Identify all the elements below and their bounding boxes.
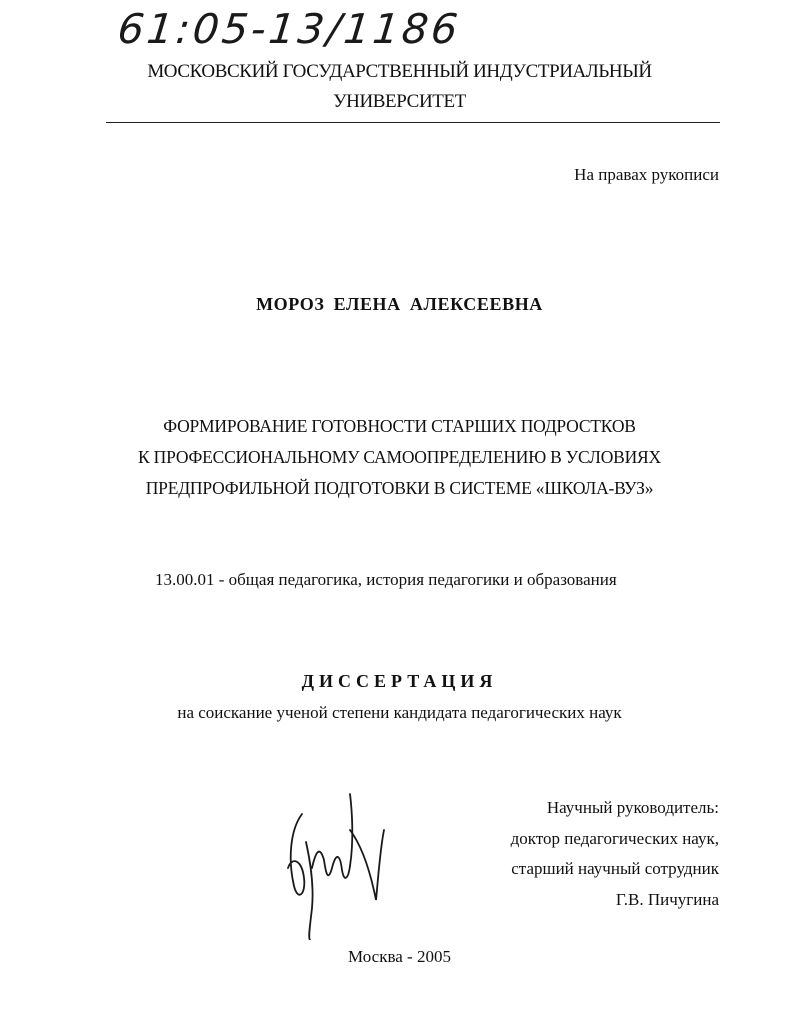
header-divider xyxy=(106,122,720,123)
city-year: Москва - 2005 xyxy=(348,947,451,966)
university-name-line2: УНИВЕРСИТЕТ xyxy=(333,91,466,112)
supervisor-line: старший научный сотрудник xyxy=(511,859,719,878)
title-line: ФОРМИРОВАНИЕ ГОТОВНОСТИ СТАРШИХ ПОДРОСТКОВ xyxy=(163,416,636,436)
manuscript-rights-note: На правах рукописи xyxy=(574,165,719,184)
dissertation-label: ДИССЕРТАЦИЯ xyxy=(301,671,498,691)
archive-number-handwritten: 61:05-13/1186 xyxy=(115,5,463,53)
author-name: МОРОЗ ЕЛЕНА АЛЕКСЕЕВНА xyxy=(256,294,543,314)
signature-icon xyxy=(280,790,400,940)
supervisor-line: доктор педагогических наук, xyxy=(510,829,719,848)
supervisor-line: Научный руководитель: xyxy=(546,798,719,817)
supervisor-name: Г.В. Пичугина xyxy=(615,890,719,909)
degree-description: на соискание ученой степени кандидата педагогических наук xyxy=(177,703,622,722)
title-line: ПРЕДПРОФИЛЬНОЙ ПОДГОТОВКИ В СИСТЕМЕ «ШКОЛА-ВУЗ» xyxy=(145,478,654,498)
signature xyxy=(280,790,400,945)
university-name-line1: МОСКОВСКИЙ ГОСУДАРСТВЕННЫЙ ИНДУСТРИАЛЬНЫЙ xyxy=(147,61,652,82)
title-line: К ПРОФЕССИОНАЛЬНОМУ САМООПРЕДЕЛЕНИЮ В УСЛОВИЯХ xyxy=(138,447,661,467)
specialty-code: 13.00.01 - общая педагогика, история педагогики и образования xyxy=(155,570,617,589)
